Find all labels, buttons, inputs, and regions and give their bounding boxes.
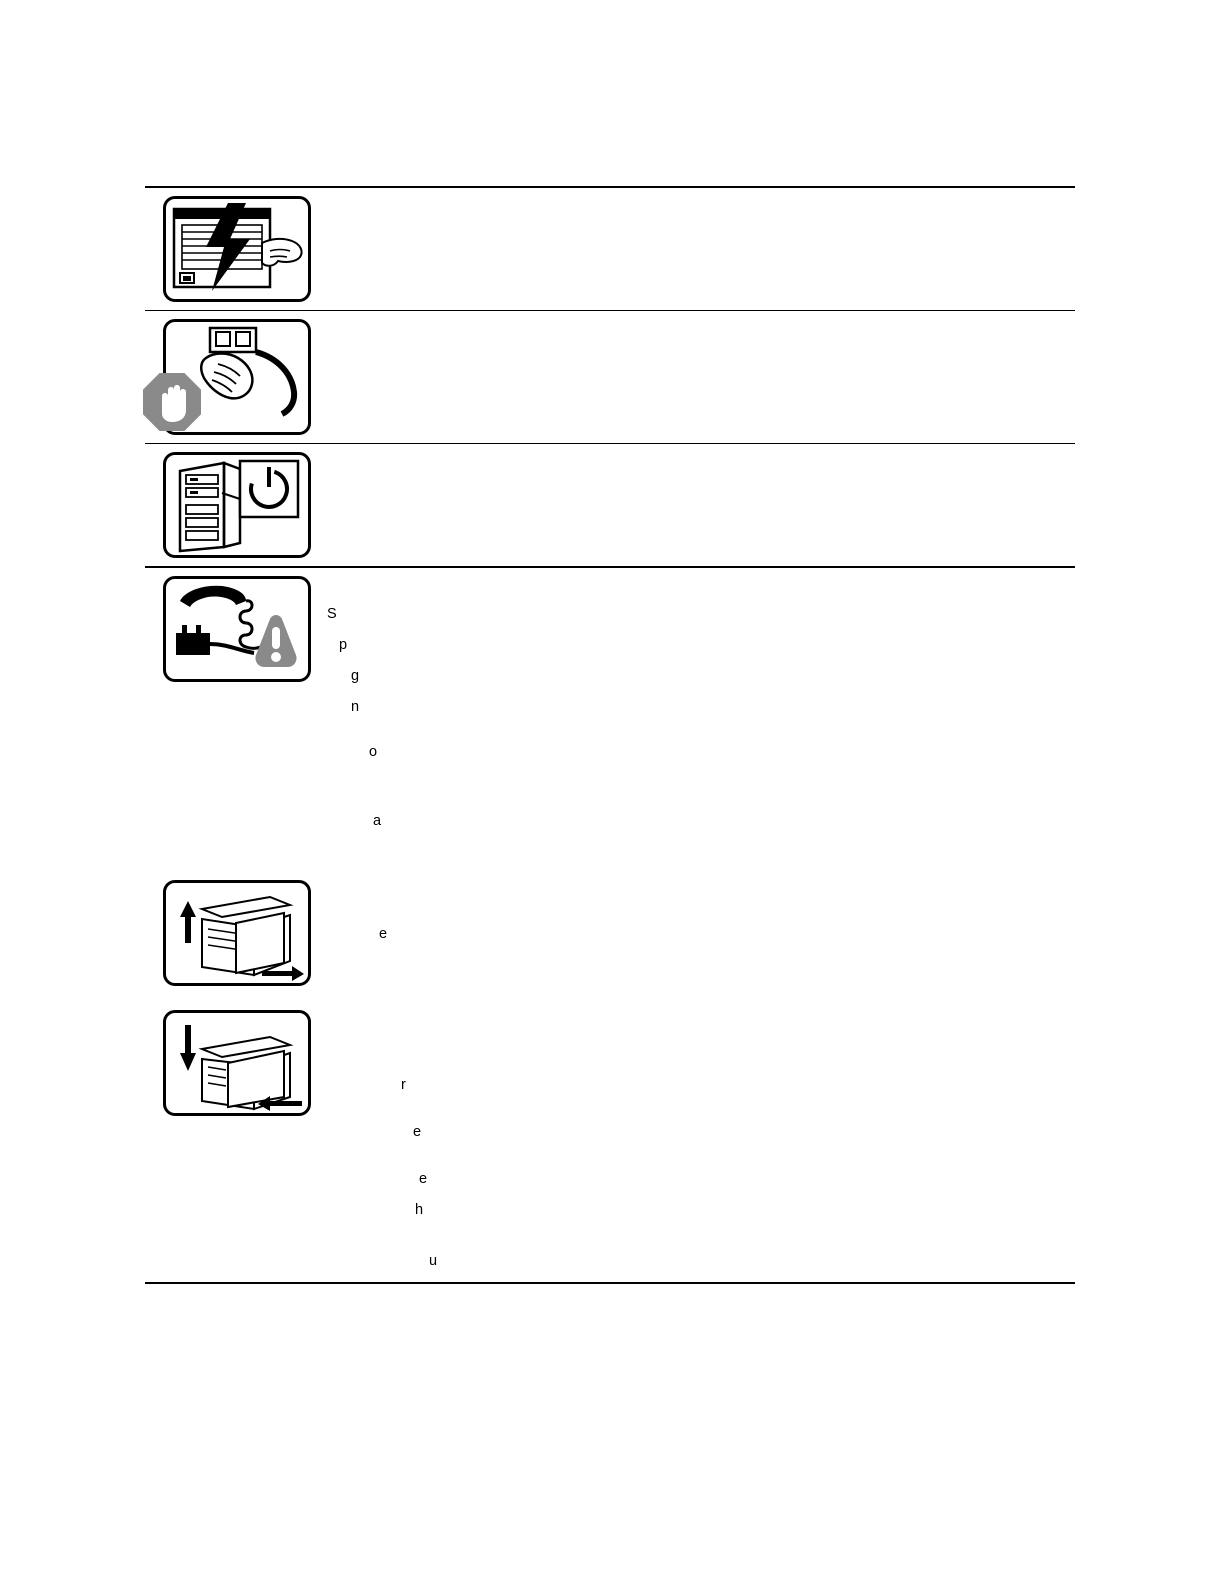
safety-notice-table [145,186,1075,1284]
table-bottom-rule [145,1282,1075,1284]
text-line: e [419,1171,428,1188]
text-line: p [339,637,348,654]
electric-shock-hazard-icon [163,196,311,302]
section-text [313,444,1075,464]
section-text [313,188,1075,208]
lift-cover-up-icon [163,880,311,986]
table-row [145,444,1075,566]
text-line: r [401,1077,406,1094]
table-row [145,568,1075,1282]
text-line: e [413,1124,422,1141]
do-not-disconnect-cable-icon [163,319,311,435]
table-row [145,311,1075,443]
icon-cell [145,444,313,566]
icon-stack [163,576,313,1116]
text-line: n [351,699,360,716]
text-line: a [373,813,382,830]
text-line: g [351,668,360,685]
text-line: h [415,1202,424,1219]
table-row [145,188,1075,310]
lower-cover-down-icon [163,1010,311,1116]
text-line: u [429,1253,438,1270]
text-line: o [369,744,378,761]
text-line: S [327,606,337,622]
text-line: e [379,926,388,943]
section-text [313,568,1075,1282]
power-button-computer-icon [163,452,311,558]
icon-cell [145,311,313,443]
telephone-power-cord-warning-icon [163,576,311,682]
icon-cell [145,568,313,1124]
section-text [313,311,1075,331]
icon-cell [145,188,313,310]
